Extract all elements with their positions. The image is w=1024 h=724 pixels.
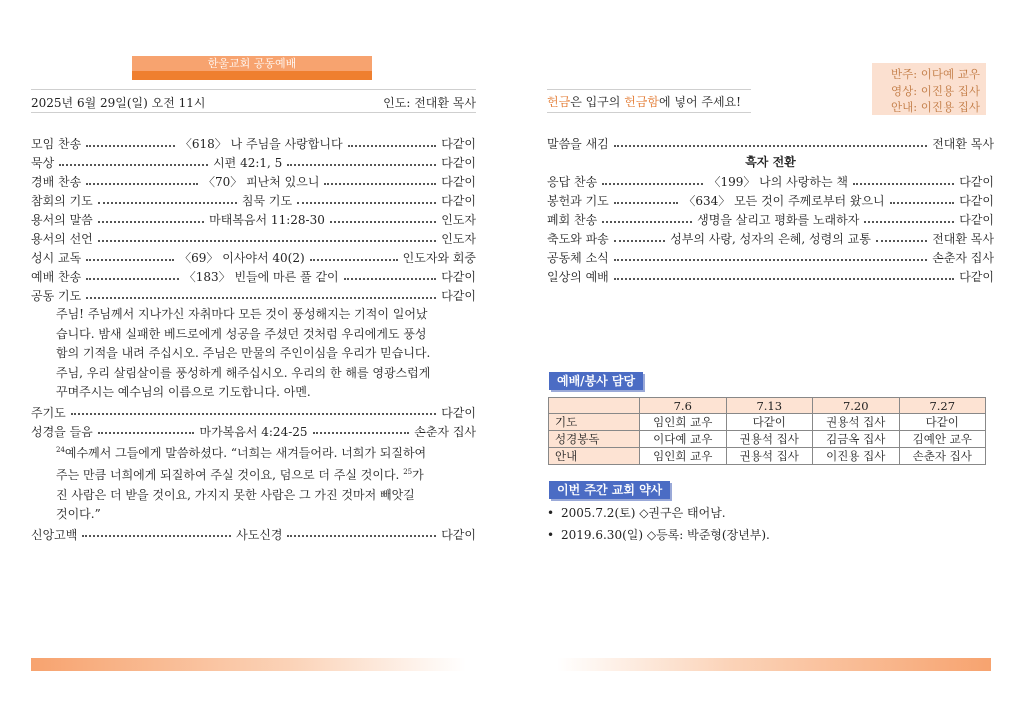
duty-row-prayer	[549, 414, 986, 431]
duty-corner	[549, 398, 640, 414]
service-item-label: 봉헌과 기도	[547, 194, 609, 208]
service-item	[547, 267, 994, 286]
right-order-of-service	[547, 134, 994, 286]
duty-cell: 권용석 집사	[726, 448, 813, 465]
staff-usher: 안내: 이진용 집사	[891, 100, 980, 114]
service-item-detail: 〈199〉 나의 사랑하는 책	[708, 175, 848, 189]
service-item-detail: 〈70〉 피난처 있으니	[202, 175, 320, 189]
header-rule-top	[31, 89, 476, 90]
duty-cell: 다같이	[899, 414, 986, 431]
duty-header-row	[549, 398, 986, 414]
service-item-detail: 〈634〉 모든 것이 주께로부터 왔으니	[683, 194, 885, 208]
sermon-title: 흑자 전환	[745, 155, 796, 169]
service-item-person: 인도자	[441, 232, 476, 246]
service-item-person: 다같이	[959, 175, 994, 189]
service-item	[31, 248, 476, 267]
scripture-line: 진 사람은 더 받을 것이요, 가지지 못한 사람은 그 가진 것마저 빼앗길	[56, 487, 415, 502]
service-item-detail: 성부의 사랑, 성자의 은혜, 성령의 교통	[670, 232, 871, 246]
service-item-label: 참회의 기도	[31, 194, 93, 208]
service-item-person: 전대환 목사	[932, 137, 994, 151]
duty-date: 7.13	[726, 398, 813, 414]
service-item	[31, 229, 476, 248]
service-item	[31, 267, 476, 286]
service-item-detail: 마태복음서 11:28-30	[209, 213, 325, 227]
service-item	[31, 210, 476, 229]
service-item-label: 공동체 소식	[547, 251, 609, 265]
service-item-person: 다같이	[441, 156, 476, 170]
service-item	[547, 210, 994, 229]
duty-cell: 이다예 교우	[640, 431, 727, 448]
service-item-label: 축도와 파송	[547, 232, 609, 246]
service-item-detail: 시편 42:1, 5	[213, 156, 283, 170]
duty-cell: 손춘자 집사	[899, 448, 986, 465]
duty-cell: 권용석 집사	[726, 431, 813, 448]
service-item-label: 예배 찬송	[31, 270, 82, 284]
service-item-person: 전대환 목사	[932, 232, 994, 246]
service-item	[31, 172, 476, 191]
service-item-person: 다같이	[441, 137, 476, 151]
service-item-person: 다같이	[959, 213, 995, 227]
duty-role: 안내	[549, 448, 640, 465]
service-item-scripture: 성경을 들음 마가복음서 4:24-25 손춘자 집사	[31, 424, 477, 439]
offering-rule-top	[547, 89, 751, 90]
footer-bar-right	[557, 658, 991, 671]
service-item-label: 성시 교독	[31, 251, 82, 265]
service-item-person: 다같이	[441, 289, 476, 303]
staff-accompanist: 반주: 이다예 교우	[891, 67, 980, 81]
duty-cell: 임인희 교우	[640, 448, 727, 465]
duty-cell: 김예안 교우	[899, 431, 986, 448]
service-item-lords-prayer: 주기도 다같이	[31, 405, 476, 420]
scripture-text	[31, 441, 476, 525]
service-item-label: 모임 찬송	[31, 137, 82, 151]
offering-note: 헌금은 입구의 헌금함에 넣어 주세요!	[547, 95, 741, 109]
prayer-line: 습니다. 밤새 실패한 베드로에게 성공을 주셨던 것처럼 우리에게도 풍성	[56, 326, 427, 341]
service-item	[547, 248, 994, 267]
service-item-detail: 〈69〉 이사야서 40(2)	[179, 251, 305, 265]
bullet-icon: •	[547, 506, 555, 520]
staff-video: 영상: 이진용 집사	[891, 83, 980, 98]
duty-date: 7.20	[813, 398, 900, 414]
left-order-of-service	[31, 134, 476, 544]
service-title-banner	[132, 56, 372, 80]
duty-date: 7.27	[899, 398, 986, 414]
duty-heading: 예배/봉사 담당	[549, 372, 643, 390]
service-item	[547, 172, 994, 191]
service-date: 2025년 6월 29일(일) 오전 11시	[31, 96, 206, 110]
service-item-label: 묵상	[31, 156, 55, 170]
service-item	[31, 286, 476, 305]
duty-cell: 다같이	[726, 414, 813, 431]
history-item: • 2005.7.2(토) ◇권구은 태어남.	[547, 502, 770, 524]
bullet-icon: •	[547, 528, 555, 542]
service-title: 한울교회 공동예배	[132, 56, 372, 71]
service-item-detail: 〈618〉 나 주님을 사랑합니다	[179, 137, 343, 151]
service-item-person: 인도자	[441, 213, 476, 227]
service-item-label: 응답 찬송	[547, 175, 598, 189]
prayer-line: 꾸며주시는 예수님의 이름으로 기도합니다. 아멘.	[56, 385, 311, 399]
service-item-person: 다같이	[441, 175, 477, 189]
history-list	[547, 502, 770, 546]
prayer-line: 주님, 우리 살림살이를 풍성하게 해주십시오. 우리의 한 해를 영광스럽게	[56, 365, 431, 380]
service-item	[547, 191, 994, 210]
scripture-line: 것이다.”	[56, 507, 101, 521]
offering-rule-bottom	[547, 112, 751, 113]
service-item-label: 일상의 예배	[547, 270, 609, 284]
service-item	[31, 134, 476, 153]
service-item-label: 용서의 선언	[31, 232, 93, 246]
scripture-line: 주는 만큼 너희에게 되질하여 주실 것이요, 덤으로 더 주실 것이다. $^{25}$가	[56, 468, 424, 482]
service-item-person: 다같이	[959, 270, 994, 284]
footer-bar-left	[31, 658, 466, 671]
service-item-person: 인도자와 회중	[402, 251, 477, 265]
duty-cell: 김금옥 집사	[813, 431, 900, 448]
service-item-detail: 침묵 기도	[241, 194, 293, 208]
service-item-label: 말씀을 새김	[547, 137, 609, 151]
duty-role: 기도	[549, 414, 640, 431]
service-item	[31, 153, 476, 172]
duty-cell: 임인희 교우	[640, 414, 727, 431]
duty-role: 성경봉독	[549, 431, 640, 448]
prayer-line: 주님! 주님께서 지나가신 자취마다 모든 것이 풍성해지는 기적이 일어났	[56, 307, 428, 321]
duty-cell: 이진용 집사	[813, 448, 900, 465]
duty-row-usher	[549, 448, 986, 465]
service-item-person: 다같이	[441, 270, 476, 284]
staff-box	[872, 63, 986, 115]
service-item-label: 경배 찬송	[31, 175, 82, 189]
service-item	[31, 191, 476, 210]
service-item-person: 다같이	[959, 194, 994, 208]
service-item-label: 용서의 말씀	[31, 213, 93, 227]
header-rule-bottom	[31, 112, 476, 113]
common-prayer-text	[31, 305, 476, 403]
service-item-label: 공동 기도	[31, 289, 82, 303]
service-item-detail: 생명을 살리고 평화를 노래하자	[697, 213, 860, 227]
history-heading: 이번 주간 교회 약사	[549, 481, 670, 499]
history-item: • 2019.6.30(일) ◇등록: 박준형(장년부).	[547, 524, 770, 546]
service-item-person: 다같이	[441, 194, 476, 208]
service-item-label: 폐회 찬송	[547, 213, 598, 227]
title-underbar	[132, 71, 372, 80]
service-item-detail: 〈183〉 빈들에 마른 풀 같이	[183, 270, 339, 284]
scripture-line: $^{24}$예수께서 그들에게 말씀하셨다. “너희는 새겨들어라. 너희가 되질하여	[56, 445, 427, 460]
service-leader: 인도: 전대환 목사	[383, 96, 476, 110]
service-item-person: 손춘자 집사	[932, 251, 994, 265]
duty-cell: 권용석 집사	[813, 414, 900, 431]
duty-row-reading	[549, 431, 986, 448]
duty-date: 7.6	[640, 398, 727, 414]
duty-table	[548, 397, 986, 465]
service-item	[547, 229, 994, 248]
service-item-creed: 신앙고백 사도신경 다같이	[31, 527, 476, 542]
prayer-line: 함의 기적을 내려 주십시오. 주님은 만물의 주인이심을 우리가 믿습니다.	[56, 346, 431, 360]
service-item	[547, 134, 994, 153]
